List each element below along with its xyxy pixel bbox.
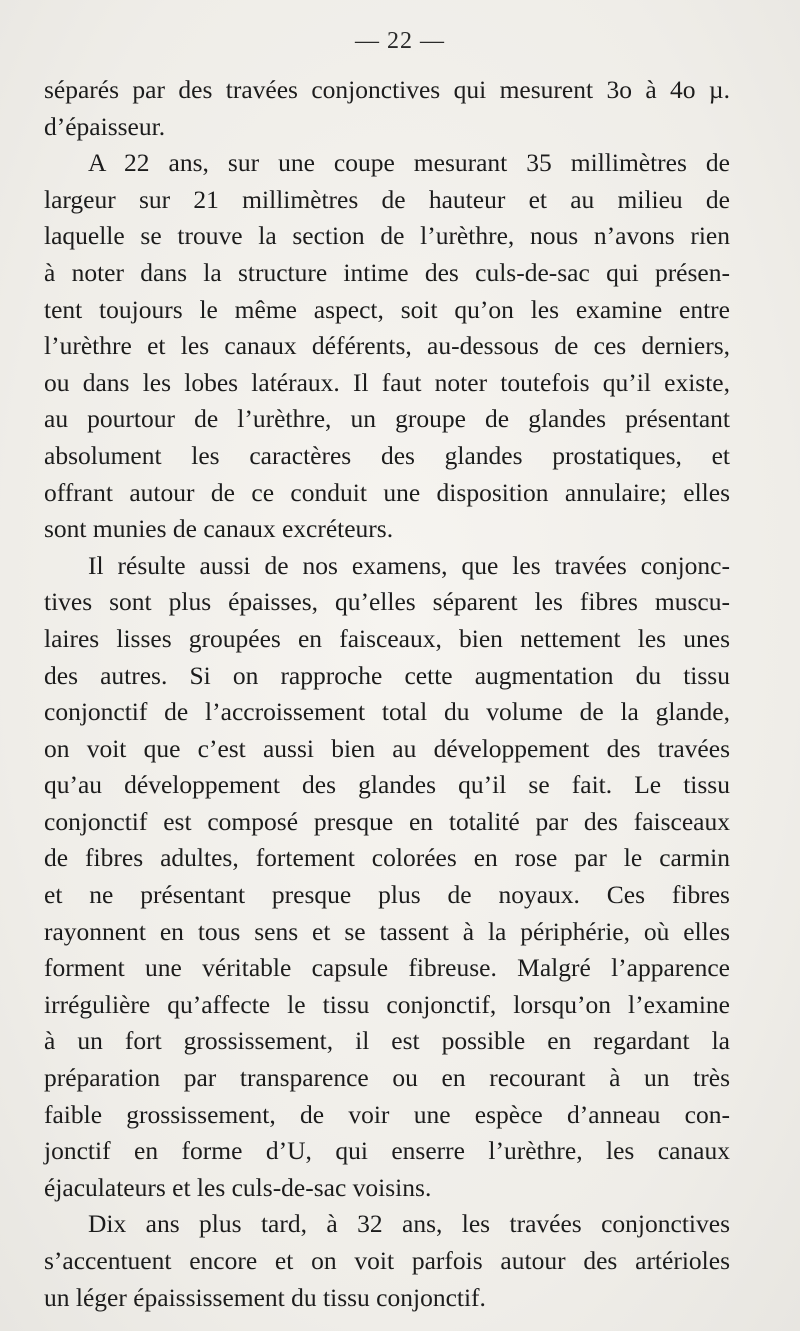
text-line: éjaculateurs et les culs-de-sac voisins. <box>44 1172 432 1202</box>
text-line: jonctif en forme d’U, qui enserre l’urèthre, les canaux <box>44 1136 730 1166</box>
text-line: à noter dans la structure intime des culs-de-sac qui présen- <box>44 257 730 287</box>
text-line: offrant autour de ce conduit une disposition annulaire; elles <box>44 477 730 507</box>
text-line: à un fort grossissement, il est possible en regardant la <box>44 1026 730 1056</box>
text-line: conjonctif de l’accroissement total du volume de la glande, <box>44 697 730 727</box>
text-line: préparation par transparence ou en recourant à un très <box>44 1063 730 1093</box>
text-line: conjonctif est composé presque en totalité par des faisceaux <box>44 806 730 836</box>
text-line: on voit que c’est aussi bien au développement des travées <box>44 733 730 763</box>
page-number-header: — 22 — <box>355 28 445 54</box>
text-line: laires lisses groupées en faisceaux, bien nettement les unes <box>44 623 730 653</box>
text-line: A 22 ans, sur une coupe mesurant 35 millimètres de <box>88 148 730 178</box>
text-line: faible grossissement, de voir une espèce d’anneau con- <box>44 1099 730 1129</box>
text-line: Il résulte aussi de nos examens, que les travées conjonc- <box>88 550 730 580</box>
text-line: de fibres adultes, fortement colorées en rose par le carmin <box>44 843 730 873</box>
text-line: d’épaisseur. <box>44 111 166 141</box>
text-line: et ne présentant presque plus de noyaux. Ces fibres <box>44 880 730 910</box>
text-line: sont munies de canaux excréteurs. <box>44 514 394 544</box>
text-line: rayonnent en tous sens et se tassent à la périphérie, où elles <box>44 916 730 946</box>
text-line: au pourtour de l’urèthre, un groupe de glandes présentant <box>44 404 730 434</box>
text-line: l’urèthre et les canaux déférents, au-dessous de ces derniers, <box>44 331 730 361</box>
text-line: Dix ans plus tard, à 32 ans, les travées conjonctives <box>88 1209 730 1239</box>
text-line: tives sont plus épaisses, qu’elles séparent les fibres muscu- <box>44 587 730 617</box>
text-line: laquelle se trouve la section de l’urèthre, nous n’avons rien <box>44 221 730 251</box>
text-line: largeur sur 21 millimètres de hauteur et au milieu de <box>44 184 730 214</box>
text-line: des autres. Si on rapproche cette augmentation du tissu <box>44 660 730 690</box>
text-line: absolument les caractères des glandes prostatiques, et <box>44 440 730 470</box>
text-line: séparés par des travées conjonctives qui mesurent 3o à 4o µ. <box>44 75 730 104</box>
text-line: forment une véritable capsule fibreuse. Malgré l’apparence <box>44 953 730 983</box>
text-line: qu’au développement des glandes qu’il se fait. Le tissu <box>44 770 730 800</box>
text-line: un léger épaississement du tissu conjonctif. <box>44 1282 486 1312</box>
text-line: s’accentuent encore et on voit parfois autour des artérioles <box>44 1246 730 1275</box>
text-line: irrégulière qu’affecte le tissu conjonctif, lorsqu’on l’examine <box>44 989 730 1019</box>
text-line: tent toujours le même aspect, soit qu’on les examine entre <box>44 294 730 324</box>
text-line: ou dans les lobes latéraux. Il faut noter toutefois qu’il existe, <box>44 367 730 397</box>
body-text <box>44 72 730 1316</box>
